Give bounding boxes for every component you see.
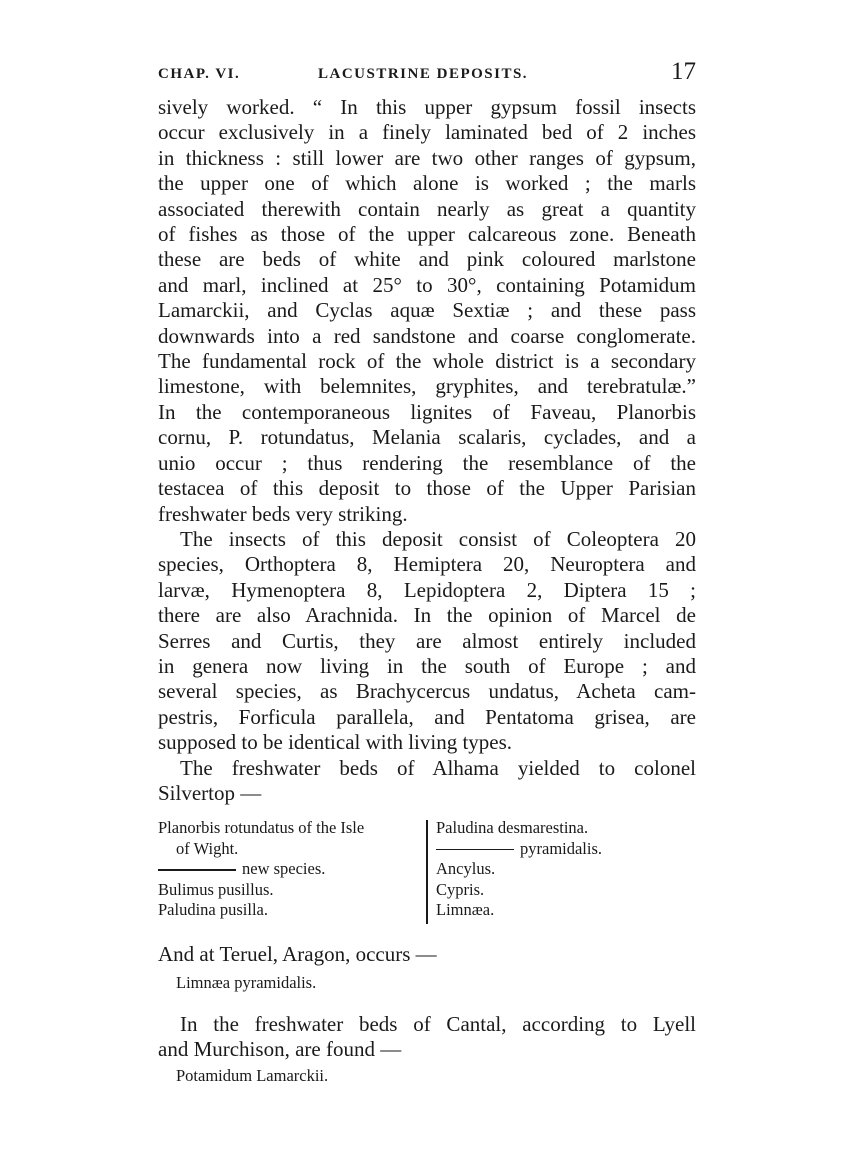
cantal-paragraph — [158, 1012, 696, 1062]
text-line: these are beds of white and pink coloured marlstone — [158, 247, 696, 272]
column-divider — [426, 820, 428, 924]
list-item: Paludina desmarestina. — [436, 818, 589, 837]
text-line: Serres and Curtis, they are almost entirely included — [158, 628, 696, 653]
teruel-intro: And at Teruel, Aragon, occurs — — [158, 942, 437, 966]
text-line: cornu, P. rotundatus, Melania scalaris, cyclades, and a — [158, 425, 696, 450]
list-item: Ancylus. — [436, 859, 496, 878]
text-line: downwards into a red sandstone and coarse conglomerate. — [158, 323, 696, 348]
text-line: species, Orthoptera 8, Hemiptera 20, Neuroptera and — [158, 552, 696, 577]
list-item-label: new species. — [242, 859, 326, 878]
text-line: and marl, inclined at 25° to 30°, containing Potamidum — [158, 272, 696, 297]
text-line: of fishes as those of the upper calcareous zone. Beneath — [158, 222, 696, 247]
text-line: Lamarckii, and Cyclas aquæ Sextiæ ; and these pass — [158, 298, 696, 323]
paragraph-1 — [158, 95, 696, 527]
list-item: Planorbis rotundatus of the Isle — [158, 818, 365, 837]
text-line: unio occur ; thus rendering the resemblance of the — [158, 450, 696, 475]
paragraph-2 — [158, 527, 696, 756]
list-item: Bulimus pusillus. — [158, 879, 274, 899]
text-line: the upper one of which alone is worked ; the marls — [158, 171, 696, 196]
text-line: testacea of this deposit to those of the Upper Parisian — [158, 476, 696, 501]
list-item-label: pyramidalis. — [520, 838, 603, 858]
list-item: of Wight. — [176, 838, 239, 858]
paragraph-3 — [158, 756, 696, 807]
list-item — [158, 859, 420, 880]
text-line: The fundamental rock of the whole district is a secondary — [158, 349, 696, 374]
text-line: In the contemporaneous lignites of Faveau, Planorbis — [158, 399, 696, 424]
text-line: several species, as Brachycercus undatus, Acheta cam- — [158, 679, 696, 704]
teruel-species: Limnæa pyramidalis. — [176, 973, 317, 992]
text-line: in thickness : still lower are two other ranges of gypsum, — [158, 145, 696, 170]
list-item: Limnæa. — [436, 900, 495, 919]
list-item: Cypris. — [436, 879, 485, 899]
running-title: LACUSTRINE DEPOSITS. — [318, 66, 529, 82]
text-line: in genera now living in the south of Europe ; and — [158, 653, 696, 678]
cantal-species: Potamidum Lamarckii. — [176, 1066, 329, 1085]
text-line: supposed to be identical with living types. — [158, 730, 513, 755]
chapter-label: CHAP. VI. — [158, 66, 241, 82]
list-item — [436, 839, 696, 860]
text-line: occur exclusively in a finely laminated bed of 2 inches — [158, 120, 696, 145]
page-number: 17 — [671, 58, 696, 85]
species-list-left-column — [158, 818, 420, 921]
text-line: In the freshwater beds of Cantal, according to Lyell — [180, 1012, 696, 1036]
list-item: Paludina pusilla. — [158, 900, 268, 919]
text-line: pestris, Forficula parallela, and Pentatoma grisea, are — [158, 704, 696, 729]
text-line: limestone, with belemnites, gryphites, and terebratulæ.” — [158, 374, 696, 399]
species-list-right-column — [436, 818, 696, 921]
text-line: and Murchison, are found — — [158, 1037, 402, 1061]
text-line: Silvertop — — [158, 780, 262, 805]
running-header — [158, 58, 696, 92]
text-line: The freshwater beds of Alhama yielded to colonel — [180, 755, 696, 780]
text-line: sively worked. “ In this upper gypsum fossil insects — [158, 95, 696, 119]
text-line: The insects of this deposit consist of Coleoptera 20 — [180, 526, 696, 551]
body-text — [158, 95, 696, 806]
text-line: freshwater beds very striking. — [158, 501, 408, 526]
text-line: there are also Arachnida. In the opinion of Marcel de — [158, 603, 696, 628]
ditto-dash — [436, 849, 514, 851]
ditto-dash — [158, 869, 236, 871]
text-line: larvæ, Hymenoptera 8, Lepidoptera 2, Diptera 15 ; — [158, 577, 696, 602]
text-line: associated therewith contain nearly as great a quantity — [158, 196, 696, 221]
